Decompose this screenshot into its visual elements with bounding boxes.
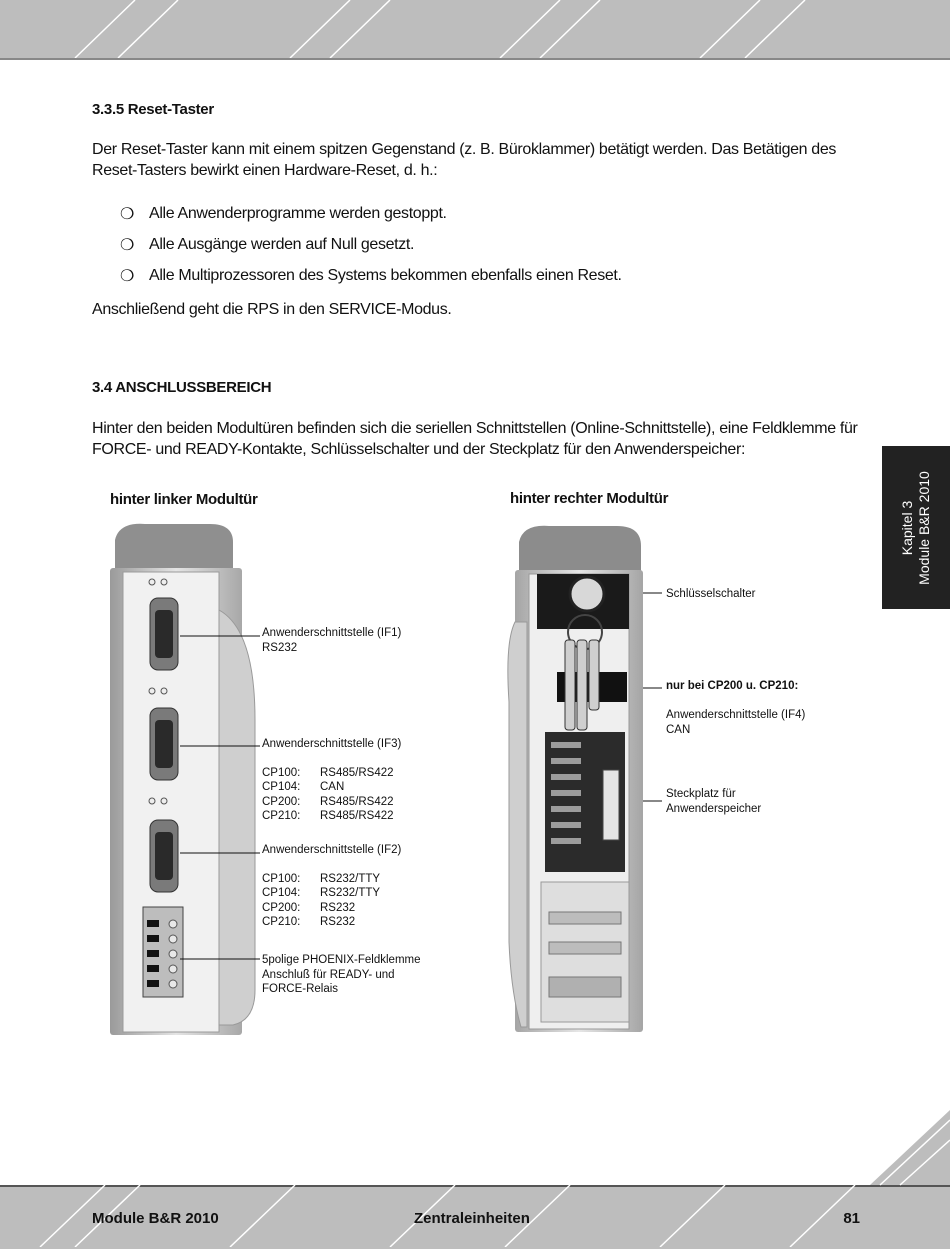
if2-row-cp104: CP104: RS232/TTY [262,887,381,899]
if4-label: Anwenderschnittstelle (IF4) CAN [666,709,806,736]
list-item: ❍ Alle Anwenderprogramme werden gestoppt. [120,204,447,223]
right-module-photo [505,522,655,1037]
if2-row-cp100: CP100: RS232/TTY [262,872,381,885]
if3-row-cp100: CP100: RS485/RS422 [262,766,394,779]
header-stripes [0,0,950,58]
right-figure-caption: hinter rechter Modultür [510,490,669,507]
keyswitch-label: Schlüsselschalter [666,588,756,600]
if2-row-cp210: CP210: RS232 [262,916,356,928]
footer-chapter-title: Zentraleinheiten [414,1210,530,1227]
memory-slot-label: Steckplatz für Anwenderspeicher [666,788,762,815]
page-number: 81 [843,1210,860,1227]
left-figure-caption: hinter linker Modultür [110,491,258,508]
if3-row-cp200: CP200: RS485/RS422 [262,795,394,808]
chapter-tab: Kapitel 3 Module B&R 2010 [882,446,950,609]
list-item: ❍ Alle Multiprozessoren des Systems bekommen ebenfalls einen Reset. [120,266,622,285]
bullet-circle-icon: ❍ [120,205,134,223]
if3-row-cp104: CP104: CAN [262,781,345,793]
reset-intro-paragraph: Der Reset-Taster kann mit einem spitzen Gegenstand (z. B. Büroklammer) betätigt werden. Das Betätigen des Reset-Tasters bewirkt einen Hardware-Reset, d. h.: [92,141,837,179]
if3-row-cp210: CP210: RS485/RS422 [262,810,394,822]
if2-label: Anwenderschnittstelle (IF2) CP100: RS232/TTY CP104: RS232/TTY CP200: RS232 CP210: RS232 [262,844,402,928]
if2-row-cp200: CP200: RS232 [262,901,356,914]
bullet-circle-icon: ❍ [120,267,134,285]
list-item: ❍ Alle Ausgänge werden auf Null gesetzt. [120,235,415,254]
if3-label: Anwenderschnittstelle (IF3) CP100: RS485/RS422 CP104: CAN CP200: RS485/RS422 CP210: RS485/RS422 [262,738,402,822]
left-module-photo [105,520,265,1040]
section-heading-reset: 3.3.5 Reset-Taster [92,101,214,118]
if1-label: Anwenderschnittstelle (IF1) RS232 [262,627,402,654]
reset-effects-list [120,198,622,291]
cp200-note: nur bei CP200 u. CP210: [666,680,799,692]
bullet-circle-icon: ❍ [120,236,134,254]
reset-outro-paragraph: Anschließend geht die RPS in den SERVICE-Modus. [92,301,452,318]
terminal-label: 5polige PHOENIX-Feldklemme Anschluß für READY- und FORCE-Relais [262,954,421,995]
section-heading-anschluss: 3.4 ANSCHLUSSBEREICH [92,379,272,396]
footer-product: Module B&R 2010 [92,1210,219,1227]
anschluss-intro-paragraph: Hinter den beiden Modultüren befinden sich die seriellen Schnittstellen (Online-Schnittstelle), eine Feldklemme für FORCE- und READY-Kontakte, Schlüsselschalter und der Steckplatz für den Anwenderspeicher: [92,420,858,458]
